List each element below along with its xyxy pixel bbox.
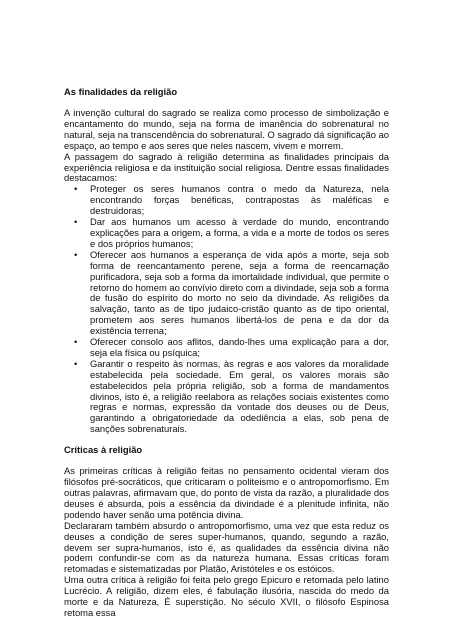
paragraph-primeiras-criticas: As primeiras críticas à religião feitas no pensamento ocidental vieram dos filósofos pré-socráticos, que criticaram o politeismo e o antropomorfismo. Em outras palavras, afirmavam que, do ponto de vista da razão, a pluralidade dos deuses é absurda, pois a essência da divindade é a plenitude infinita, não podendo haver senão uma potência divina. [64, 465, 389, 520]
bullet-icon: • [74, 183, 78, 195]
list-item-text: Oferecer aos humanos a esperança de vida após a morte, seja sob forma de reencantamento perene, seja a forma de reencarnação purificadora, seja sob a forma da imortalidade individual, que permite o retorno do homem ao convívio direto com a divindade, seja sob a forma de fusão do espírito do morto no seio da divindade. As religiões da salvação, tanto as de tipo judaico-cristão quanto as de tipo oriental, prometem aos seres humanos libertá-los de pena e da dor da existência terrena; [90, 248, 389, 337]
list-item-text: Oferecer consolo aos aflitos, dando-lhes uma explicação para a dor, seja ela física ou psíquica; [90, 336, 389, 358]
bullet-icon: • [74, 216, 78, 228]
list-item [64, 359, 389, 435]
paragraph-epicuro: Uma outra crítica à religião foi feita pelo grego Epicuro e retomada pelo latino Lucrécio. A religião, dizem eles, é fabulação ilusória, nascida do medo da morte e da Natureza, É superstição. No século XVII, o filósofo Espinosa retoma essa [64, 574, 389, 618]
section-heading-criticas: Críticas à religião [64, 444, 143, 456]
bullet-icon: • [74, 248, 78, 260]
section-heading-finalidades: As finalidades da religião [64, 86, 178, 97]
finalidades-list [64, 184, 389, 435]
list-item-text: Garantir o respeito às normas, às regras e aos valores da moralidade estabelecida pela sociedade. Em geral, os valores morais são estabelecidos pela própria religião, sob a forma de mandamentos divinos, isto é, a religião reelabora as relações sociais existentes como regras e normas, expressão da vontade dos deuses ou de Deus, garantindo a obrigatoriedade da odediência a elas, sob pena de sanções sobrenaturais. [90, 357, 389, 435]
list-item [64, 217, 389, 250]
paragraph-passagem: A passagem do sagrado à religião determina as finalidades principais da experiência religiosa e da instituição social religiosa. Dentre essas finalidades destacamos: [64, 150, 389, 184]
paragraph-antropomorfismo: Declararam também absurdo o antropomorfismo, uma vez que esta reduz os deuses a condição de seres super-humanos, quando, segundo a razão, devem ser supra-humanos, isto é, as qualidades da essência divina não podem confundir-se com as da natureza humana. Essas críticas foram retomadas e sistematizadas por Platão, Aristóteles e os estóicos. [64, 519, 389, 575]
list-item [64, 337, 389, 359]
bullet-icon: • [74, 357, 78, 369]
paragraph-sagrado: A invenção cultural do sagrado se realiza como processo de simbolização e encantamento do mundo, seja na forma de imanência do sobrenatural no natural, seja na transcendência do sobrenatural. O sagrado dá significação ao espaço, ao tempo e aos seres que neles nascem, vivem e morrem. [64, 107, 389, 151]
list-item-text: Proteger os seres humanos contra o medo da Natureza, nela encontrando forças benéficas, contrapostas às maléficas e destruidoras; [90, 183, 389, 217]
list-item [64, 184, 389, 217]
bullet-icon: • [74, 336, 78, 348]
list-item-text: Dar aos humanos um acesso à verdade do mundo, encontrando explicações para a origem, a forma, a vida e a morte de todos os seres e dos próprios humanos; [90, 216, 389, 249]
list-item [64, 250, 389, 337]
